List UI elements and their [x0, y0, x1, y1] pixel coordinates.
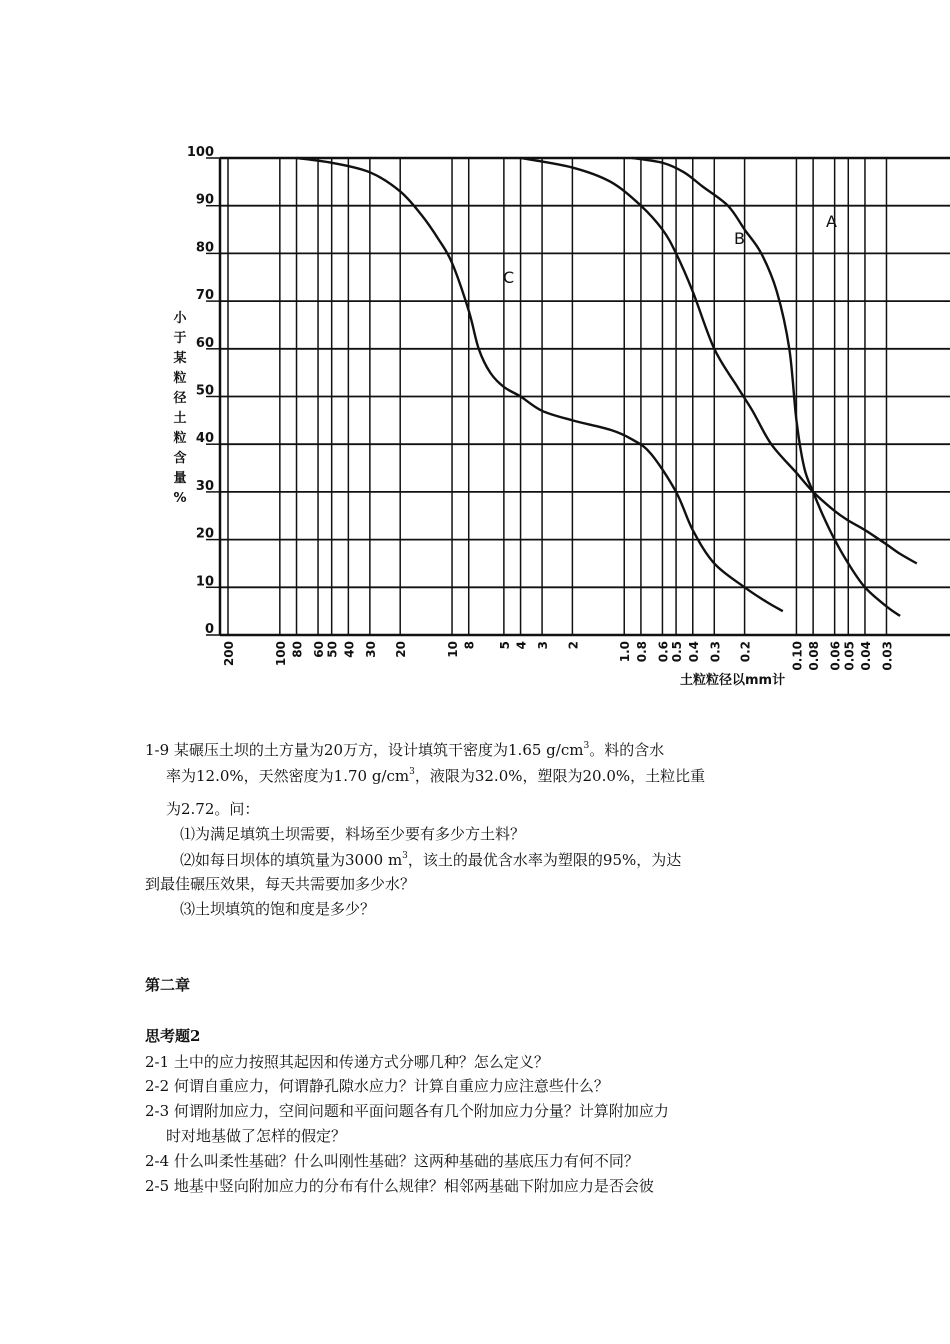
x-tick-label: 40 [342, 641, 357, 658]
y-axis-label-char: 小 [173, 311, 187, 326]
chart-grid [206, 158, 950, 635]
x-tick-label: 20 [394, 641, 409, 658]
y-axis-label [172, 311, 187, 506]
y-tick-label: 20 [195, 526, 214, 542]
x-tick-label: 100 [273, 641, 288, 667]
question-2-1: 2-1 土中的应力按照其起因和传递方式分哪几种？怎么定义？ [145, 1053, 549, 1071]
question-2-3-cont: 时对地基做了怎样的假定？ [166, 1127, 347, 1145]
x-tick-label: 2 [566, 641, 581, 650]
chart-curves [297, 158, 917, 616]
chapter-heading: 第二章 [145, 976, 191, 994]
y-axis-label-char: 粒 [173, 431, 187, 446]
y-axis-label-char: 某 [173, 351, 187, 366]
question-2-4: 2-4 什么叫柔性基础？什么叫刚性基础？这两种基础的基底压力有何不同？ [145, 1152, 639, 1170]
y-tick-label: 100 [186, 145, 214, 160]
problem-1-9-question-1: ⑴为满足填筑土坝需要，料场至少要有多少方土料？ [180, 825, 526, 843]
x-tick-label: 0.5 [670, 641, 685, 663]
y-axis-label-char: 土 [173, 411, 187, 426]
y-tick-label: 10 [195, 574, 214, 590]
problem-1-9-line-2: 率为12.0%，天然密度为1.70 $g/cm^3$，液限为32.0%，塑限为20.0%，土粒比重 [166, 767, 706, 785]
x-tick-label: 0.3 [708, 641, 723, 663]
question-2-3: 2-3 何谓附加应力，空间问题和平面问题各有几个附加应力分量？计算附加应力 [145, 1102, 669, 1120]
problem-1-9-line-1: 1-9 某碾压土坝的土方量为20万方，设计填筑干密度为1.65 $g/cm^3$。料的含水 [145, 741, 665, 759]
x-tick-label: 8 [462, 641, 477, 650]
curve-b [521, 158, 917, 563]
x-tick-label: 0.06 [828, 641, 843, 671]
x-tick-label: 5 [497, 641, 512, 650]
problem-1-9-question-3: ⑶土坝填筑的饱和度是多少？ [180, 900, 376, 918]
x-tick-label: 0.05 [842, 641, 857, 671]
y-tick-label: 70 [195, 288, 214, 304]
curve-a [632, 158, 900, 616]
y-tick-label: 50 [195, 383, 214, 399]
y-tick-label: 0 [204, 622, 214, 637]
x-tick-label: 0.6 [656, 641, 671, 663]
x-axis-label: 土粒粒径以mm计 [680, 673, 786, 688]
x-tick-label: 0.08 [807, 641, 822, 671]
x-tick-label: 0.03 [880, 641, 895, 671]
question-2-5: 2-5 地基中竖向附加应力的分布有什么规律？相邻两基础下附加应力是否会彼 [145, 1177, 654, 1195]
x-tick-label: 1.0 [618, 641, 633, 663]
question-2-2: 2-2 何谓自重应力，何谓静孔隙水应力？计算自重应力应注意些什么？ [145, 1077, 609, 1095]
curve-label-a: A [826, 212, 837, 231]
x-tick-label: 10 [446, 641, 461, 658]
problem-1-9-question-2: ⑵如每日坝体的填筑量为3000 $m^3$，该土的最优含水率为塑限的95%，为达 [180, 851, 682, 869]
y-tick-label: 60 [195, 335, 214, 351]
section-heading: 思考题2 [145, 1027, 201, 1045]
y-axis-label-char: 含 [173, 451, 187, 466]
y-axis-label-char: 径 [173, 391, 187, 406]
x-tick-label: 200 [222, 641, 236, 667]
y-axis-label-char: % [173, 491, 187, 506]
y-tick-label: 40 [195, 431, 214, 447]
x-tick-label: 0.2 [738, 641, 753, 663]
y-axis-label-char: 粒 [173, 371, 187, 386]
y-axis-label-char: 量 [173, 471, 187, 486]
x-tick-label: 0.04 [858, 641, 873, 671]
x-tick-label: 0.10 [790, 641, 805, 671]
x-tick-label: 60 [312, 641, 327, 658]
x-tick-label: 50 [325, 641, 340, 658]
x-tick-label: 30 [363, 641, 378, 658]
x-tick-label: 3 [536, 641, 551, 650]
x-tick-label: 0.4 [686, 641, 701, 663]
problem-1-9-question-2-cont: 到最佳碾压效果，每天共需要加多少水？ [145, 875, 416, 893]
x-tick-label: 80 [290, 641, 305, 658]
x-tick-labels [222, 641, 894, 671]
curve-label-c: C [503, 268, 515, 287]
x-tick-label: 4 [514, 641, 529, 650]
curve-label-b: B [734, 229, 745, 248]
y-tick-label: 80 [195, 240, 214, 256]
y-tick-label: 30 [195, 478, 214, 494]
y-tick-labels [187, 145, 214, 637]
y-tick-label: 90 [195, 192, 214, 208]
problem-1-9-line-3: 为2.72。问： [166, 800, 260, 818]
y-axis-label-char: 于 [173, 331, 187, 346]
x-tick-label: 0.8 [634, 641, 649, 663]
